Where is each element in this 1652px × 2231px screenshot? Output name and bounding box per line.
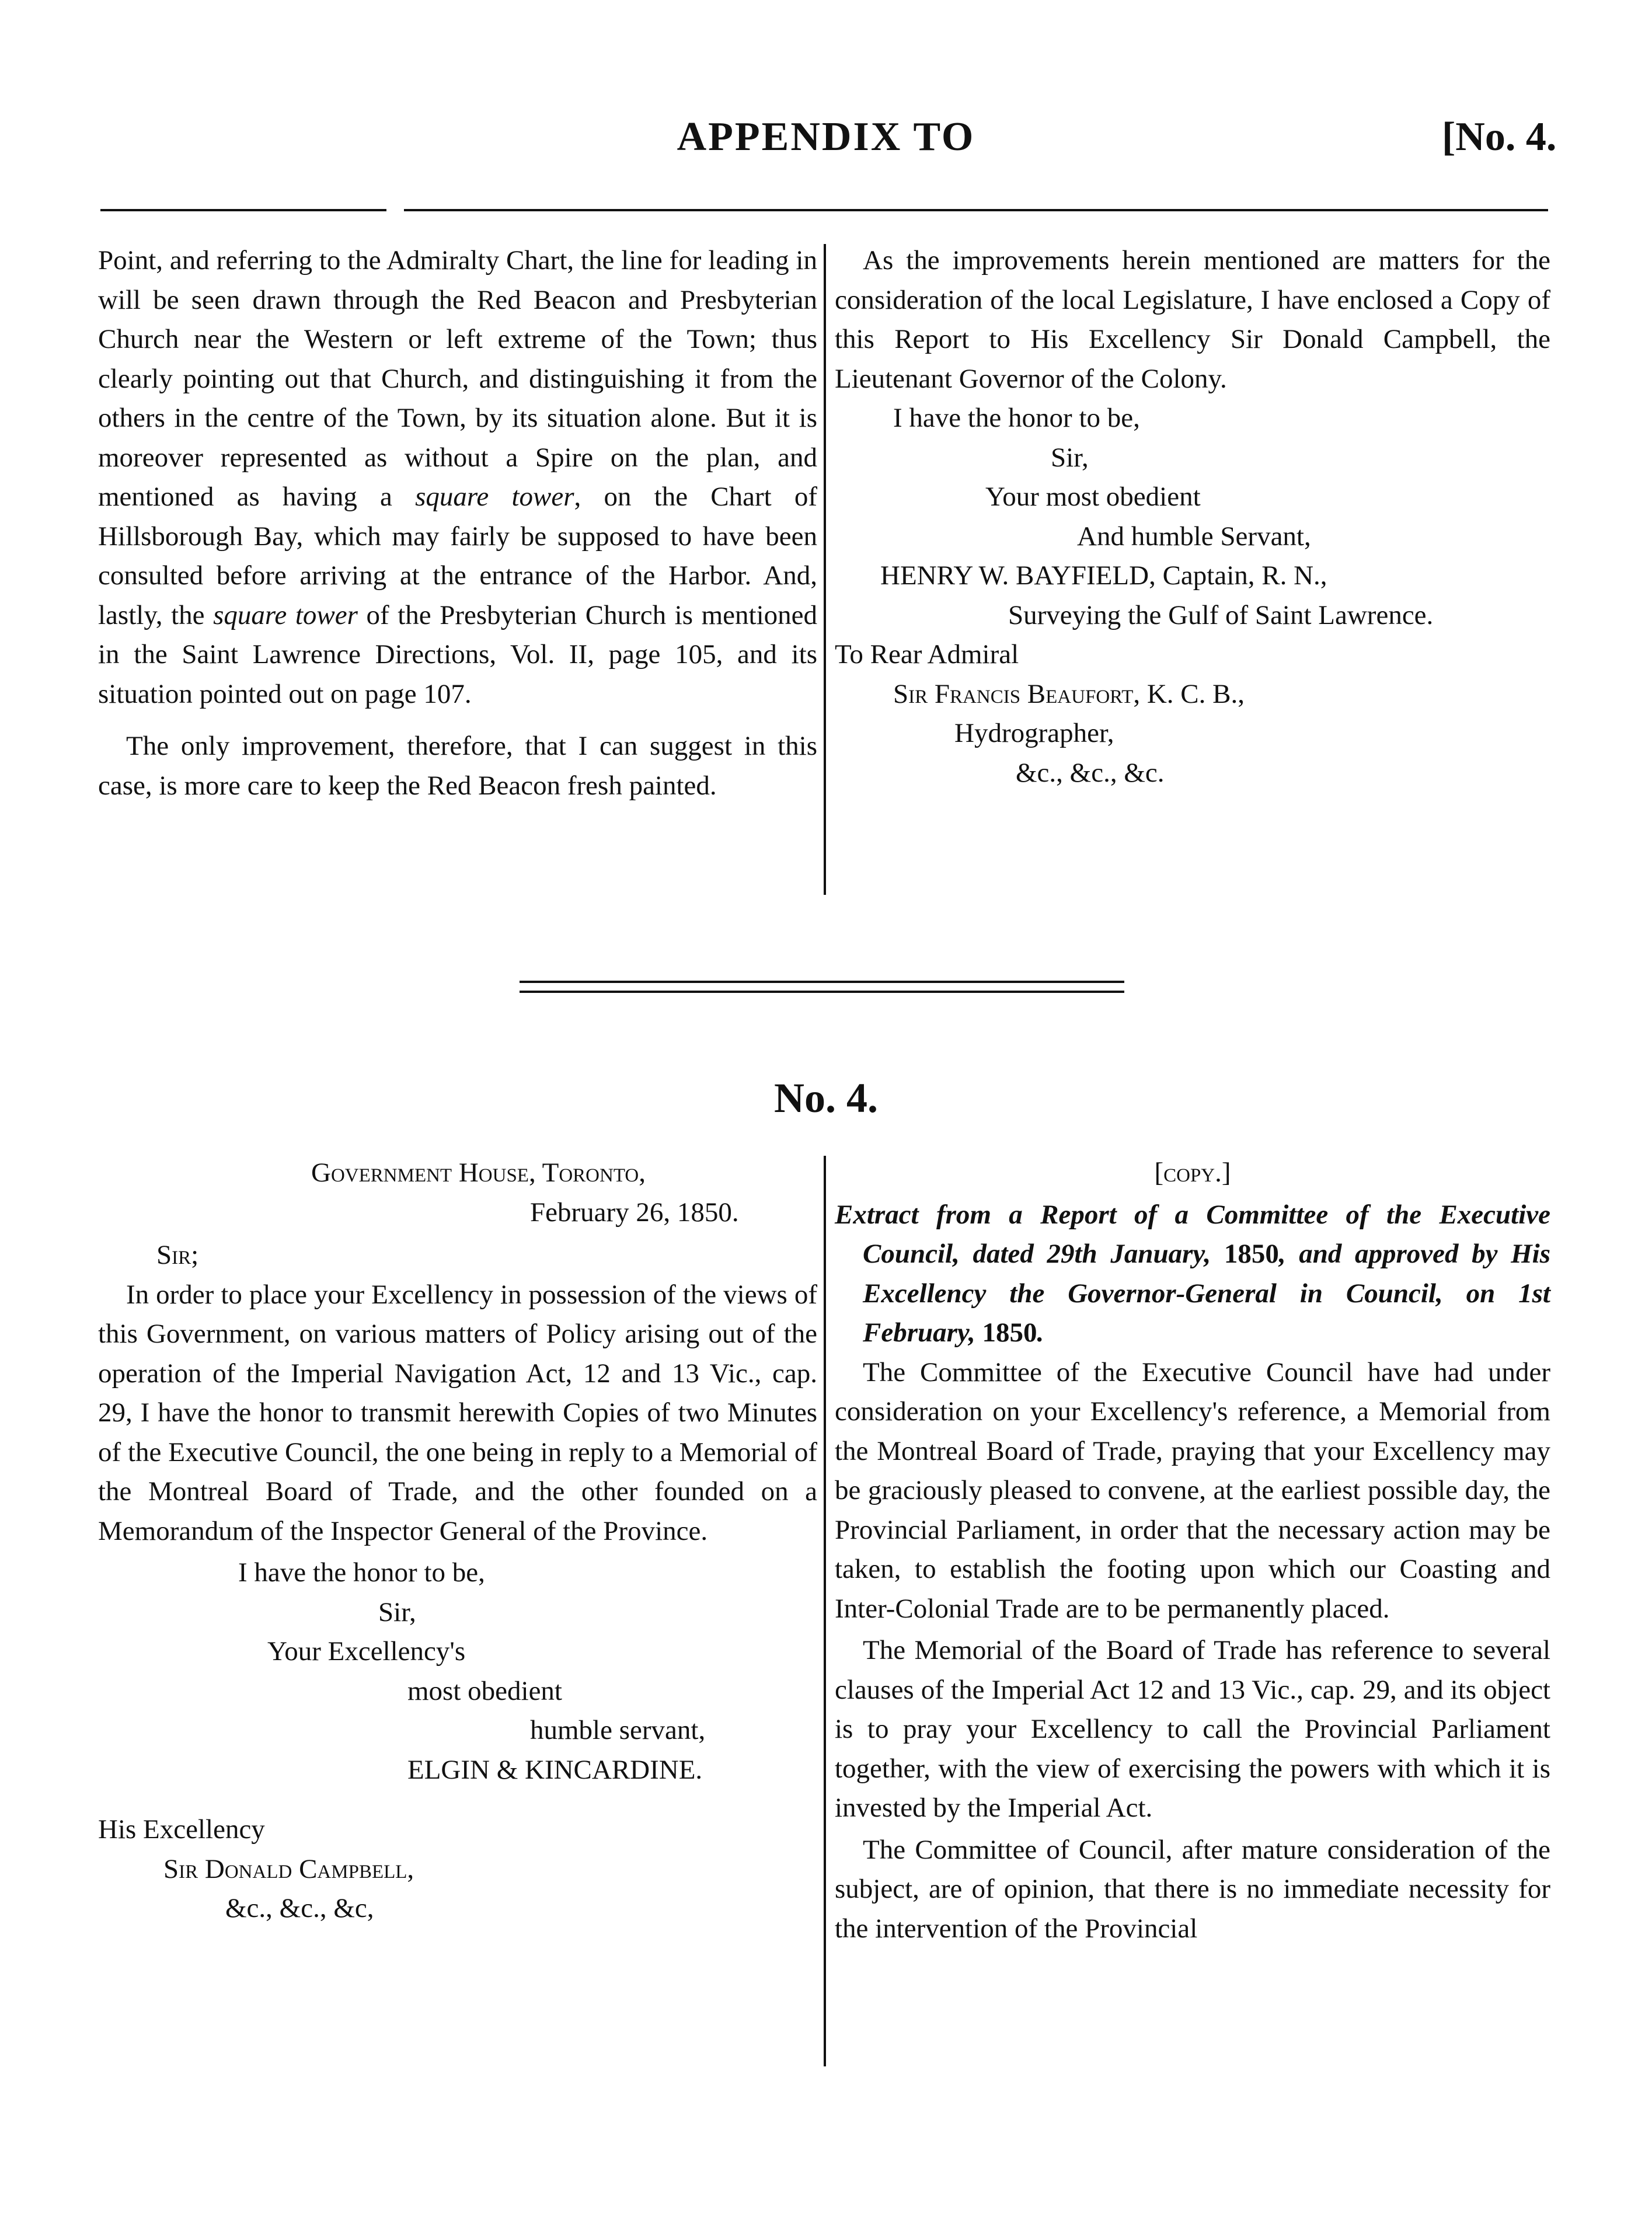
bottom-column-divider [824, 1156, 826, 2066]
letter-recipient-name: Sir Donald Campbell, [163, 1853, 414, 1884]
signature-elgin: ELGIN & KINCARDINE. [407, 1754, 703, 1785]
letter-date: February 26, 1850. [530, 1197, 739, 1228]
letter-excellency: Your Excellency's [267, 1636, 466, 1667]
recipient-role: Hydrographer, [954, 718, 1114, 748]
section-title: No. 4. [774, 1075, 878, 1121]
bottom-left-column [98, 1153, 817, 1929]
committee-paragraph-1: The Committee of the Executive Council have had under consideration on your Excellency's reference, a Memorial from the Montreal Board of Trade, praying that your Excellency may be graciously pleased to convene, at the earliest possible day, the Provincial Parliament, in order that the necessary action may be taken, to establish the footing upon which our Coasting and Inter-Colonial Trade are to be permanently placed. [835, 1357, 1550, 1624]
recipient-to: To Rear Admiral [835, 639, 1019, 670]
page-header-number: [No. 4. [1442, 114, 1557, 159]
paragraph-square-tower: Point, and referring to the Admiralty Chart, the line for leading in will be seen drawn through the Red Beacon and Presbyterian Church near the Western or left extreme of the Town; thus clearly pointing out that Church, and distinguishing it from the others in the centre of the Town, by its situation alone. But it is moreover represented as without a Spire on the plan, and mentioned as having a square tower, on the Chart of Hillsborough Bay, which may fairly be supposed to have been consulted before arriving at the entrance of the Harbor. And, lastly, the square tower of the Presbyterian Church is mentioned in the Saint Lawrence Directions, Vol. II, page 105, and its situation pointed out on page 107. [98, 245, 818, 709]
top-column-divider [824, 244, 826, 895]
letter-body: In order to place your Excellency in possession of the views of this Government, on various matters of Policy arising out of the operation of the Imperial Navigation Act, 12 and 13 Vic., cap. 29, I have the honor to transmit herewith Copies of two Minutes of the Executive Council, the one being in reply to a Memorial of the Montreal Board of Trade, and the other founded on a Memorandum of the Inspector General of the Province. [98, 1279, 817, 1546]
salutation-sir: Sir, [1051, 442, 1089, 473]
letter-servant: humble servant, [530, 1715, 706, 1745]
letter-obedient: most obedient [407, 1675, 562, 1706]
page-header-title: APPENDIX TO [677, 114, 975, 159]
letter-recipient-etc: &c., &c., &c, [225, 1893, 374, 1923]
top-right-column [835, 241, 1550, 793]
bottom-right-column [835, 1153, 1550, 1948]
top-left-column [98, 241, 817, 806]
committee-paragraph-3: The Committee of Council, after mature consideration of the subject, are of opinion, that there is no immediate necessity for the intervention of the Provincial [835, 1834, 1550, 1944]
recipient-etc: &c., &c., &c. [1016, 757, 1165, 788]
closing-servant: And humble Servant, [1077, 521, 1311, 552]
recipient-name: Sir Francis Beaufort, K. C. B., [893, 678, 1245, 709]
closing-obedient: Your most obedient [985, 482, 1201, 512]
signature-bayfield: HENRY W. BAYFIELD, Captain, R. N., [880, 560, 1327, 591]
section-double-rule-bottom [520, 991, 1124, 993]
extract-heading: Extract from a Report of a Committee of the Executive Council, dated 29th January, 1850, and approved by His Excellency the Governor-General in Council, on 1st February, 1850. [835, 1199, 1551, 1348]
header-rule-right [404, 209, 1548, 211]
letter-place: Government House, Toronto, [311, 1158, 646, 1188]
signer-role: Surveying the Gulf of Saint Lawrence. [1008, 599, 1434, 630]
copy-label: [copy.] [1154, 1158, 1231, 1188]
paragraph-improvement: The only improvement, therefore, that I can suggest in this case, is more care to keep the Red Beacon fresh painted. [98, 731, 817, 801]
committee-paragraph-2: The Memorial of the Board of Trade has reference to several clauses of the Imperial Act 12 and 13 Vic., cap. 29, and its object is to pray your Excellency to call the Provincial Parliament together, with the view of exercising the powers with which it is invested by the Imperial Act. [835, 1635, 1550, 1823]
section-double-rule-top [520, 981, 1124, 983]
closing-line: I have the honor to be, [893, 403, 1140, 433]
letter-closing: I have the honor to be, [238, 1557, 485, 1588]
header-rule-left [100, 209, 386, 211]
letter-recipient-to: His Excellency [98, 1814, 265, 1845]
paragraph-local-legislature: As the improvements herein mentioned are matters for the consideration of the local Legislature, I have enclosed a Copy of this Report to His Excellency Sir Donald Campbell, the Lieutenant Governor of the Colony. [835, 245, 1550, 394]
letter-sir: Sir, [378, 1596, 416, 1627]
letter-salutation: Sir; [156, 1240, 199, 1270]
